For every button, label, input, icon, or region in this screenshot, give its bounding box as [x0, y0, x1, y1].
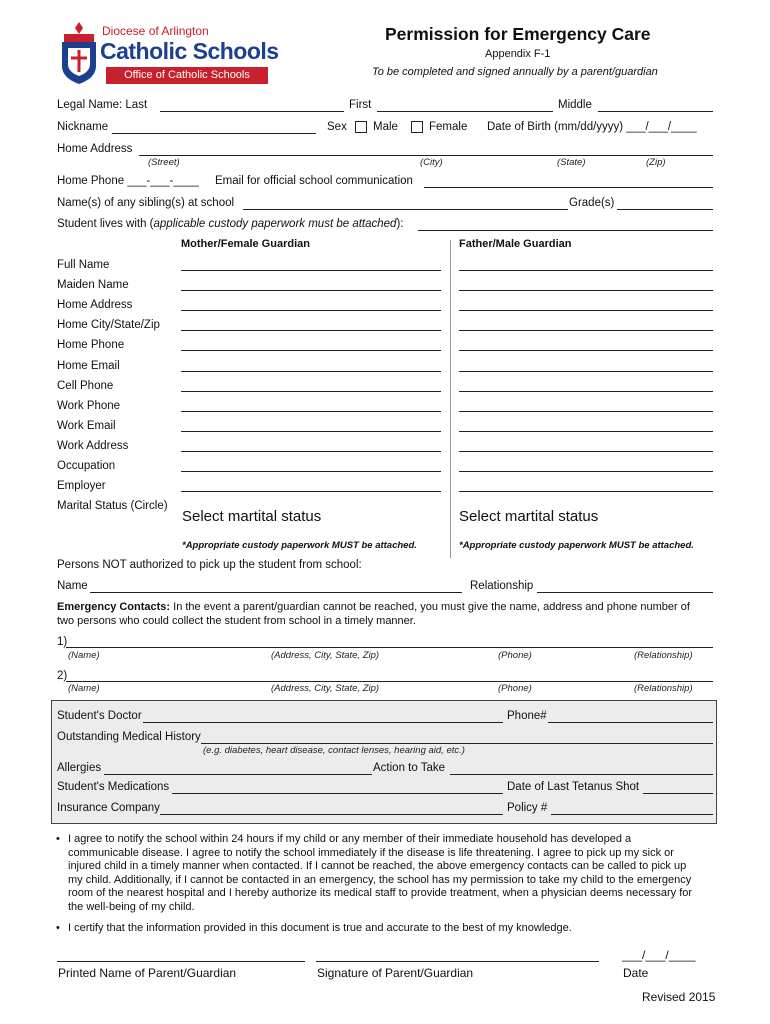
agreement-line: I agree to notify the school within 24 hours if my child or any member of their immediate household has developed a	[68, 833, 632, 845]
mother-field-input[interactable]	[181, 411, 441, 412]
contact-1-relationship-caption: (Relationship)	[634, 650, 693, 661]
contact-2-name-caption: (Name)	[68, 683, 100, 694]
zip-caption: (Zip)	[646, 157, 666, 168]
father-marital-select[interactable]: Select martital status	[459, 508, 599, 525]
city-caption: (City)	[420, 157, 443, 168]
agreement-line: injured child in a timely manner when contacted. If I cannot be reached, the above emergency contacts can be called to pick up	[68, 860, 687, 872]
not-authorized-relationship-field[interactable]	[537, 592, 713, 593]
agreement-bullet-2: •	[56, 922, 60, 934]
mother-field-input[interactable]	[181, 290, 441, 291]
father-field-input[interactable]	[459, 411, 713, 412]
medications-label: Student's Medications	[57, 781, 170, 793]
contact-1-phone-caption: (Phone)	[498, 650, 532, 661]
insurance-label: Insurance Company	[57, 802, 160, 814]
middle-name-field[interactable]	[598, 111, 713, 112]
lives-with-field[interactable]	[418, 230, 713, 231]
action-field[interactable]	[450, 774, 713, 775]
father-field-input[interactable]	[459, 270, 713, 271]
agreement-line: communicable disease. I agree to notify the school immediately if the disease is life threatening. I agree to pick up my sick or	[68, 846, 674, 859]
allergies-label: Allergies	[57, 762, 102, 774]
emergency-text-line2: two persons who could collect the student from school in a timely manner.	[57, 615, 416, 627]
contact-2-field[interactable]	[66, 681, 713, 682]
siblings-label: Name(s) of any sibling(s) at school	[57, 197, 235, 209]
lives-with-text-b: applicable custody paperwork must be attached	[153, 218, 397, 230]
mother-field-input[interactable]	[181, 350, 441, 351]
medications-field[interactable]	[172, 793, 503, 794]
allergies-field[interactable]	[104, 774, 372, 775]
not-authorized-heading: Persons NOT authorized to pick up the student from school:	[57, 559, 362, 571]
guardian-field-label: Full Name	[57, 259, 110, 271]
mother-field-input[interactable]	[181, 371, 441, 372]
logo-name-text: Catholic Schools	[100, 38, 279, 64]
mother-field-input[interactable]	[181, 310, 441, 311]
signature-label: Signature of Parent/Guardian	[317, 966, 474, 980]
state-caption: (State)	[557, 157, 586, 168]
emergency-heading: Emergency Contacts:	[57, 601, 171, 613]
guardian-field-label: Home Address	[57, 299, 133, 312]
guardian-field-label: Work Address	[57, 439, 129, 452]
date-field[interactable]: ___/___/____	[622, 948, 696, 962]
male-checkbox[interactable]	[355, 121, 367, 133]
nickname-field[interactable]	[112, 133, 316, 134]
middle-name-label: Middle	[558, 99, 592, 111]
logo	[56, 20, 279, 86]
last-name-field[interactable]	[160, 111, 344, 112]
lives-with-label	[57, 218, 403, 230]
tetanus-field[interactable]	[643, 793, 713, 794]
contact-2-address-caption: (Address, City, State, Zip)	[271, 683, 380, 694]
mother-custody-note: *Appropriate custody paperwork MUST be attached.	[182, 540, 417, 551]
lives-with-text-a: Student lives with (	[57, 218, 154, 230]
medical-history-label: Outstanding Medical History	[57, 731, 201, 743]
mother-field-input[interactable]	[181, 431, 441, 432]
guardian-field-label: Home City/State/Zip	[57, 319, 160, 332]
email-label: Email for official school communication	[215, 175, 413, 187]
father-field-input[interactable]	[459, 431, 713, 432]
page-title: Permission for Emergency Care	[385, 24, 651, 44]
diocese-seal-icon	[56, 20, 102, 86]
mother-marital-select[interactable]: Select martital status	[182, 508, 322, 525]
signature-field[interactable]	[316, 961, 599, 962]
policy-field[interactable]	[551, 814, 713, 815]
home-address-label: Home Address	[57, 143, 133, 155]
contact-2-phone-caption: (Phone)	[498, 683, 532, 694]
not-authorized-relationship-label: Relationship	[470, 580, 534, 592]
logo-diocese-text: Diocese of Arlington	[102, 24, 209, 38]
contact-1-address-caption: (Address, City, State, Zip)	[271, 650, 380, 661]
first-name-label: First	[349, 99, 372, 111]
guardian-field-label: Marital Status (Circle)	[57, 500, 168, 513]
guardian-field-label: Maiden Name	[57, 279, 129, 292]
logo-office-banner: Office of Catholic Schools	[106, 67, 268, 84]
father-guardian-header: Father/Male Guardian	[459, 238, 572, 250]
home-address-field[interactable]	[139, 155, 713, 156]
contact-2-relationship-caption: (Relationship)	[634, 683, 693, 694]
guardian-field-label: Home Phone	[57, 339, 125, 352]
agreement-bullet-1: •	[56, 833, 60, 845]
doctor-label: Student's Doctor	[57, 710, 142, 722]
grades-label: Grade(s)	[569, 197, 615, 209]
printed-name-label: Printed Name of Parent/Guardian	[58, 966, 237, 980]
instruction-text: To be completed and signed annually by a parent/guardian	[372, 66, 658, 78]
emergency-text	[57, 601, 690, 613]
insurance-field[interactable]	[160, 814, 503, 815]
certify-statement: I certify that the information provided in this document is true and accurate to the best of my knowledge.	[68, 922, 572, 934]
female-checkbox[interactable]	[411, 121, 423, 133]
contact-1-number: 1)	[57, 636, 68, 648]
revised-label: Revised 2015	[642, 990, 716, 1004]
street-caption: (Street)	[148, 157, 180, 168]
father-custody-note: *Appropriate custody paperwork MUST be attached.	[459, 540, 694, 551]
siblings-field[interactable]	[243, 209, 568, 210]
agreement-paragraph	[68, 833, 692, 914]
sex-label: Sex	[327, 121, 347, 133]
mother-guardian-header: Mother/Female Guardian	[181, 238, 310, 250]
emergency-text-line1: In the event a parent/guardian cannot be reached, you must give the name, address and phone number of	[170, 601, 690, 613]
home-phone-field[interactable]: Home Phone ___-___-____	[57, 175, 199, 187]
guardian-field-label: Work Phone	[57, 399, 121, 412]
male-label: Male	[373, 121, 398, 133]
mother-field-input[interactable]	[181, 270, 441, 271]
guardian-field-label: Occupation	[57, 460, 116, 472]
mother-field-input[interactable]	[181, 451, 441, 452]
father-field-input[interactable]	[459, 451, 713, 452]
printed-name-field[interactable]	[57, 961, 305, 962]
father-field-input[interactable]	[459, 330, 713, 331]
contact-2-number: 2)	[57, 670, 68, 682]
father-field-input[interactable]	[459, 491, 713, 492]
guardian-field-label: Home Email	[57, 359, 120, 372]
dob-field[interactable]: Date of Birth (mm/dd/yyyy) ___/___/____	[487, 121, 697, 133]
mother-field-input[interactable]	[181, 491, 441, 492]
contact-1-name-caption: (Name)	[68, 650, 100, 661]
father-field-input[interactable]	[459, 471, 713, 472]
not-authorized-name-label: Name	[57, 580, 88, 592]
date-label: Date	[623, 966, 649, 980]
action-label: Action to Take	[373, 762, 446, 774]
appendix-label: Appendix F-1	[485, 48, 551, 60]
not-authorized-name-field[interactable]	[90, 592, 462, 593]
doctor-phone-label: Phone#	[507, 710, 547, 722]
mother-field-input[interactable]	[181, 330, 441, 331]
agreement-line: the well-being of my child.	[68, 900, 195, 913]
medical-history-hint: (e.g. diabetes, heart disease, contact lenses, hearing aid, etc.)	[203, 745, 465, 756]
email-field[interactable]	[424, 187, 713, 188]
doctor-field[interactable]	[143, 722, 503, 723]
agreement-line: room of the nearest hospital and I hereby authorize its medical staff to provide treatment, when a physician deems necessary for	[68, 887, 693, 899]
guardian-field-label: Employer	[57, 480, 106, 493]
guardian-field-label: Work Email	[57, 419, 116, 432]
father-field-input[interactable]	[459, 391, 713, 392]
female-label: Female	[429, 121, 468, 133]
father-field-input[interactable]	[459, 290, 713, 291]
medical-history-field[interactable]	[201, 743, 713, 744]
agreement-line: my child. Additionally, if I cannot be contacted in an emergency, the school has my permission to take my child to the emergency	[68, 873, 692, 886]
guardian-column-divider	[450, 240, 451, 558]
mother-field-input[interactable]	[181, 471, 441, 472]
tetanus-label: Date of Last Tetanus Shot	[507, 781, 640, 793]
father-field-input[interactable]	[459, 310, 713, 311]
father-field-input[interactable]	[459, 350, 713, 351]
contact-1-field[interactable]	[66, 647, 713, 648]
nickname-label: Nickname	[57, 121, 109, 133]
first-name-field[interactable]	[377, 111, 553, 112]
lives-with-text-c: ):	[396, 218, 404, 230]
legal-name-label: Legal Name: Last	[57, 99, 148, 111]
father-field-input[interactable]	[459, 371, 713, 372]
mother-field-input[interactable]	[181, 391, 441, 392]
doctor-phone-field[interactable]	[548, 722, 713, 723]
policy-label: Policy #	[507, 802, 548, 814]
guardian-field-label: Cell Phone	[57, 379, 114, 392]
grades-field[interactable]	[617, 209, 713, 210]
